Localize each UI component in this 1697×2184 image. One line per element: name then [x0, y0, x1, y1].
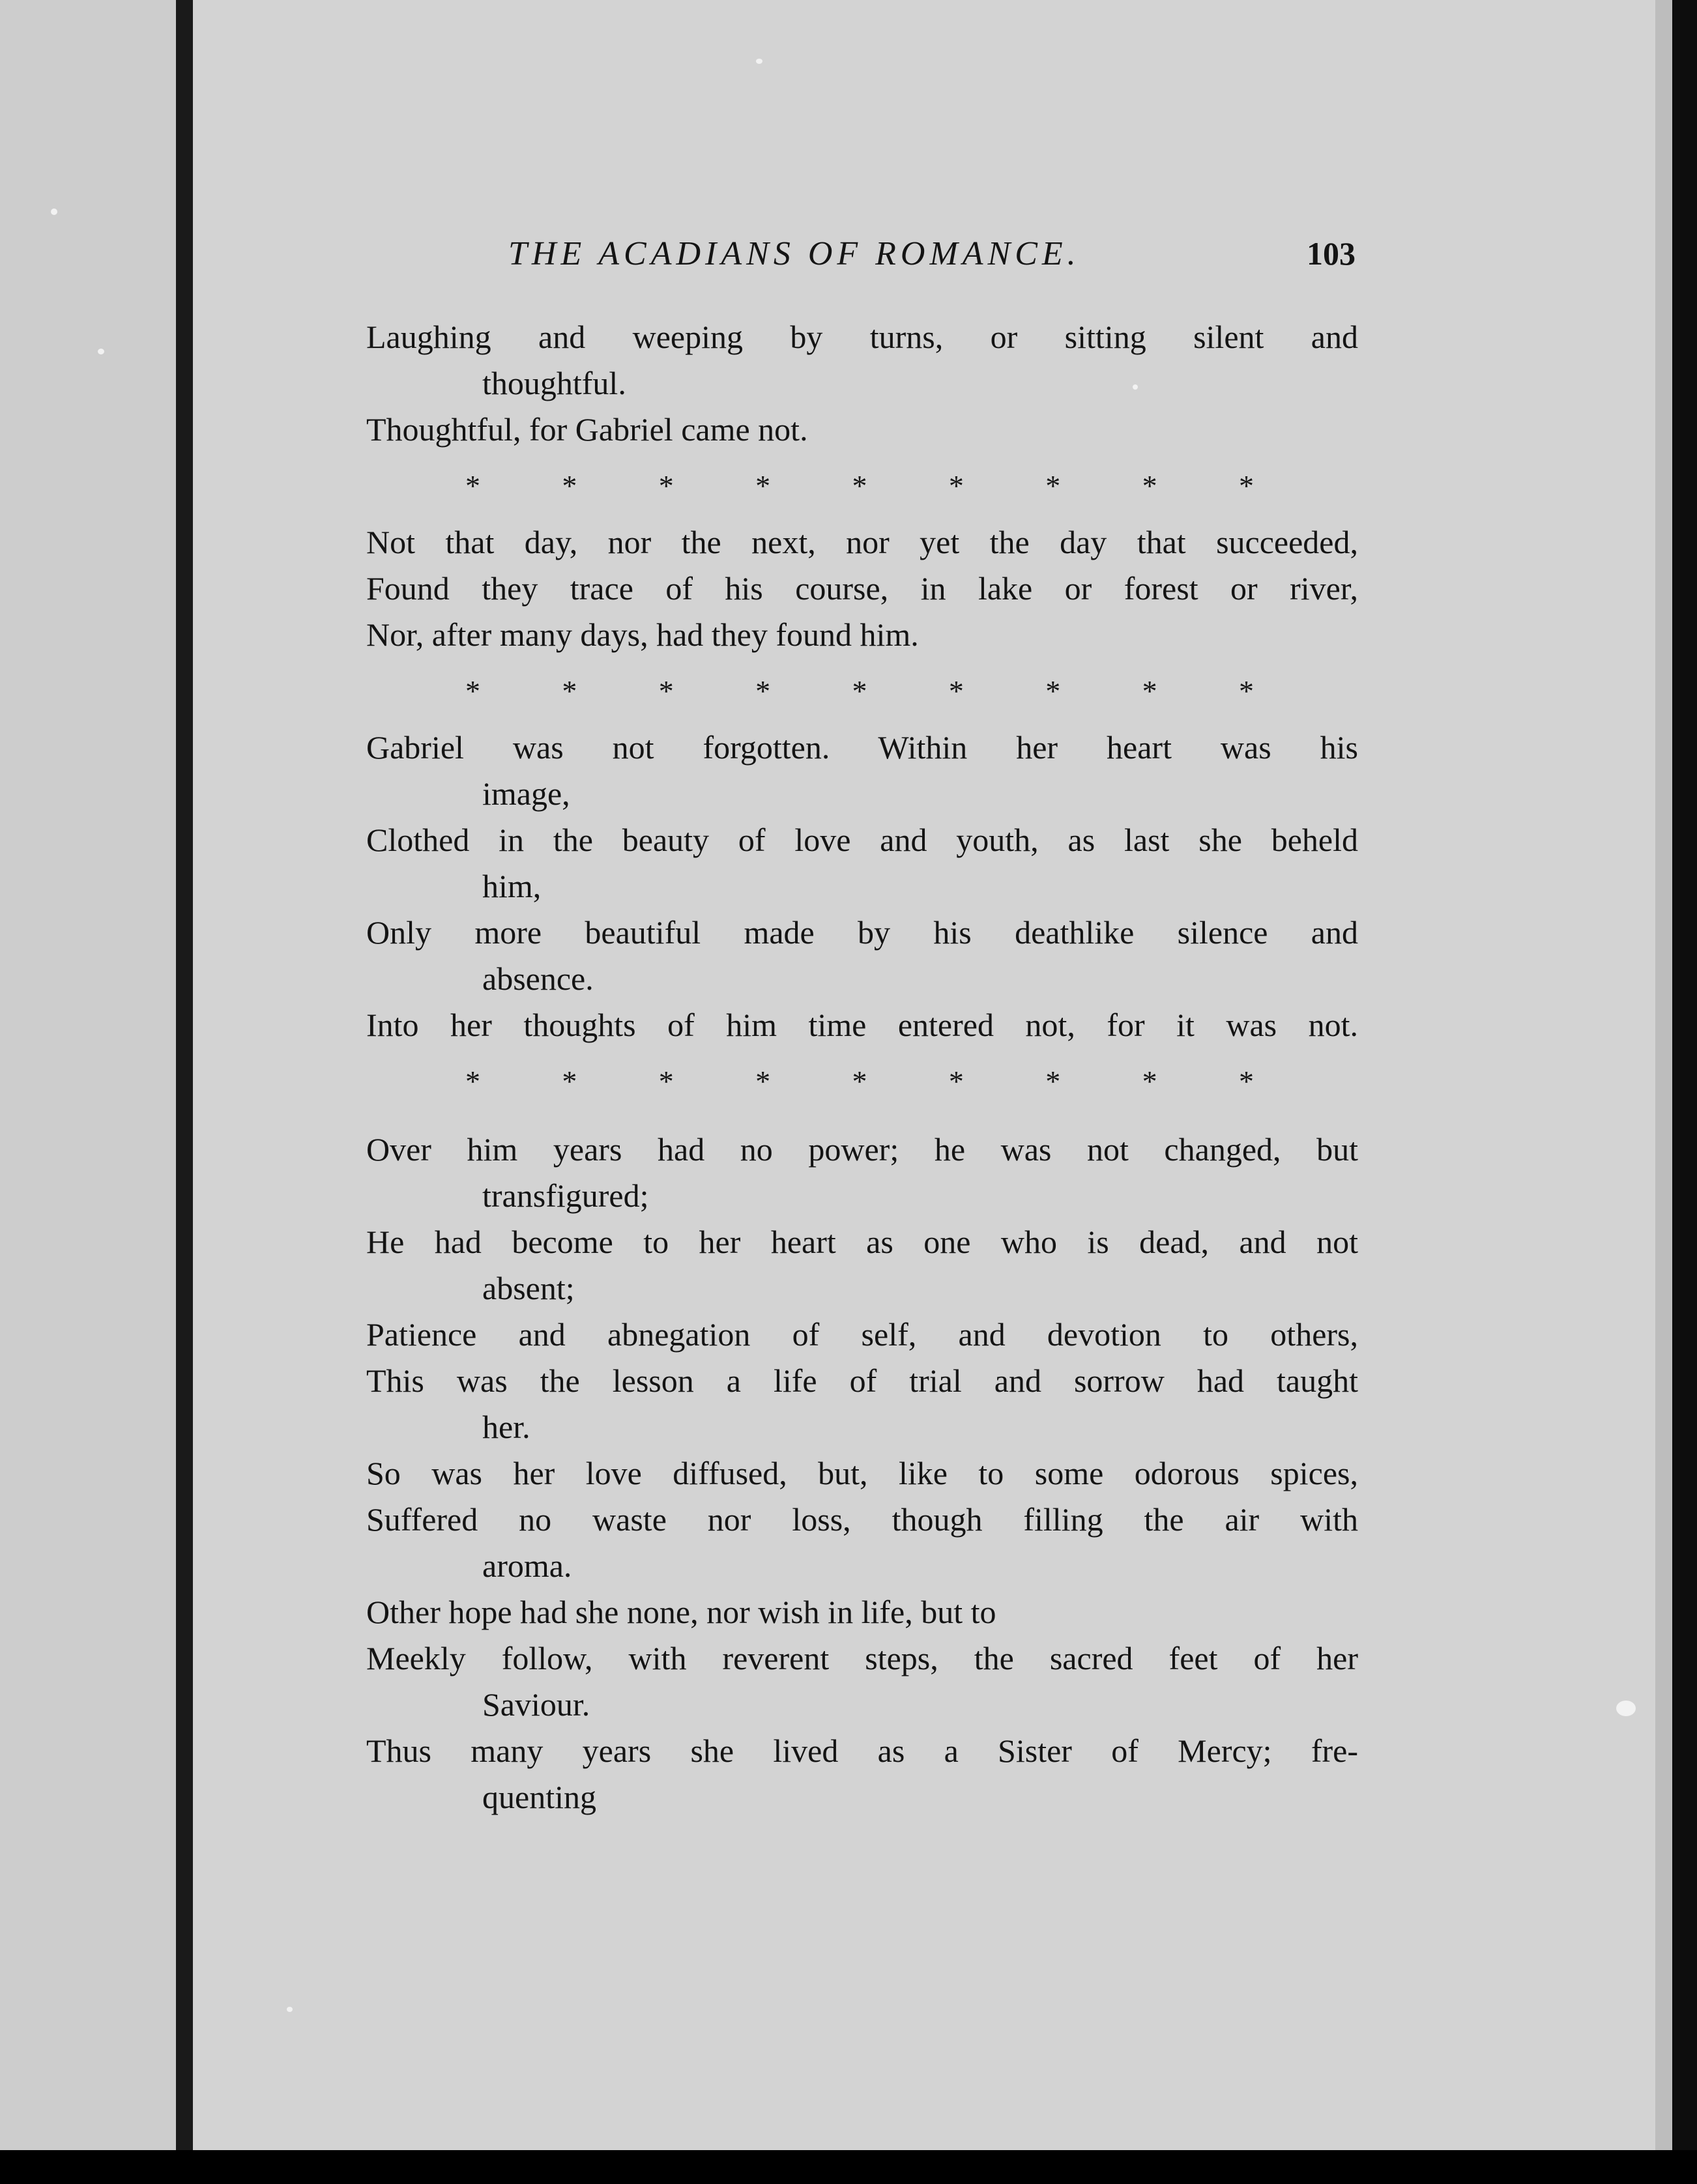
stanza-break	[465, 453, 1254, 519]
verse-line-continuation: transfigured;	[482, 1177, 649, 1214]
asterisk: *	[755, 1065, 771, 1098]
asterisk: *	[1142, 1065, 1157, 1098]
asterisk: *	[1045, 1065, 1061, 1098]
asterisk: *	[852, 1065, 867, 1098]
asterisk: *	[562, 469, 577, 502]
asterisk: *	[1045, 469, 1061, 502]
page-edge-shadow	[1655, 0, 1672, 2150]
verse-line: Over him years had no power; he was not changed, but	[366, 1131, 1358, 1168]
asterisk: *	[562, 1065, 577, 1098]
verse-line: Only more beautiful made by his deathlike silence and	[366, 914, 1358, 951]
asterisk: *	[948, 1065, 964, 1098]
asterisk: *	[658, 674, 674, 708]
asterisk: *	[1142, 469, 1157, 502]
verse-line-continuation: him,	[482, 868, 542, 904]
page-header	[508, 235, 1356, 293]
verse-line: He had become to her heart as one who is dead, and not	[366, 1224, 1358, 1260]
asterisk: *	[465, 469, 480, 502]
verse-line: Other hope had she none, nor wish in life, but to	[366, 1594, 996, 1630]
asterisk: *	[658, 1065, 674, 1098]
asterisk: *	[755, 469, 771, 502]
poem-text	[366, 314, 1358, 1820]
dust-speck	[756, 59, 762, 64]
verse-line: So was her love diffused, but, like to some odorous spices,	[366, 1455, 1358, 1491]
dust-speck	[51, 208, 57, 215]
dust-speck	[1616, 1701, 1636, 1716]
page-number: 103	[1307, 235, 1356, 272]
asterisk: *	[852, 469, 867, 502]
asterisk: *	[1142, 674, 1157, 708]
verse-line-continuation: absent;	[482, 1270, 575, 1306]
verse-line: Nor, after many days, had they found him.	[366, 616, 919, 653]
asterisk: *	[465, 1065, 480, 1098]
stanza-break	[465, 658, 1254, 725]
verse-line: Clothed in the beauty of love and youth, as last she beheld	[366, 822, 1358, 858]
scan-border-bottom	[0, 2150, 1697, 2184]
verse-line-continuation: quenting	[482, 1779, 596, 1815]
verse-line: Patience and abnegation of self, and devotion to others,	[366, 1316, 1358, 1353]
verse-line-continuation: thoughtful.	[482, 365, 626, 401]
running-title: THE ACADIANS OF ROMANCE.	[508, 235, 1081, 272]
asterisk: *	[948, 674, 964, 708]
verse-line: Not that day, nor the next, nor yet the day that succeeded,	[366, 524, 1358, 560]
asterisk: *	[465, 674, 480, 708]
asterisk: *	[852, 674, 867, 708]
asterisk: *	[1239, 469, 1254, 502]
scan-border-right	[1672, 0, 1697, 2150]
asterisk: *	[1239, 674, 1254, 708]
asterisk: *	[1045, 674, 1061, 708]
verse-line: Laughing and weeping by turns, or sitting silent and	[366, 319, 1358, 355]
verse-line-continuation: her.	[482, 1409, 530, 1445]
facing-page-margin	[0, 0, 176, 2150]
asterisk: *	[948, 469, 964, 502]
dust-speck	[98, 349, 104, 354]
verse-line: Thus many years she lived as a Sister of Mercy; fre-	[366, 1732, 1358, 1769]
asterisk: *	[658, 469, 674, 502]
asterisk: *	[1239, 1065, 1254, 1098]
asterisk: *	[562, 674, 577, 708]
stanza-break	[465, 1048, 1254, 1115]
verse-line-continuation: image,	[482, 775, 570, 812]
verse-line-continuation: Saviour.	[482, 1686, 590, 1723]
verse-line-continuation: aroma.	[482, 1547, 572, 1584]
verse-line: Meekly follow, with reverent steps, the sacred feet of her	[366, 1640, 1358, 1676]
verse-line: This was the lesson a life of trial and sorrow had taught	[366, 1362, 1358, 1399]
verse-line: Gabriel was not forgotten. Within her heart was his	[366, 729, 1358, 766]
verse-line: Thoughtful, for Gabriel came not.	[366, 411, 808, 448]
dust-speck	[287, 2007, 293, 2012]
verse-line: Into her thoughts of him time entered not, for it was not.	[366, 1007, 1358, 1043]
verse-line-continuation: absence.	[482, 960, 594, 997]
asterisk: *	[755, 674, 771, 708]
book-gutter	[176, 0, 193, 2150]
verse-line: Found they trace of his course, in lake or forest or river,	[366, 570, 1358, 607]
verse-line: Suffered no waste nor loss, though filling the air with	[366, 1501, 1358, 1538]
